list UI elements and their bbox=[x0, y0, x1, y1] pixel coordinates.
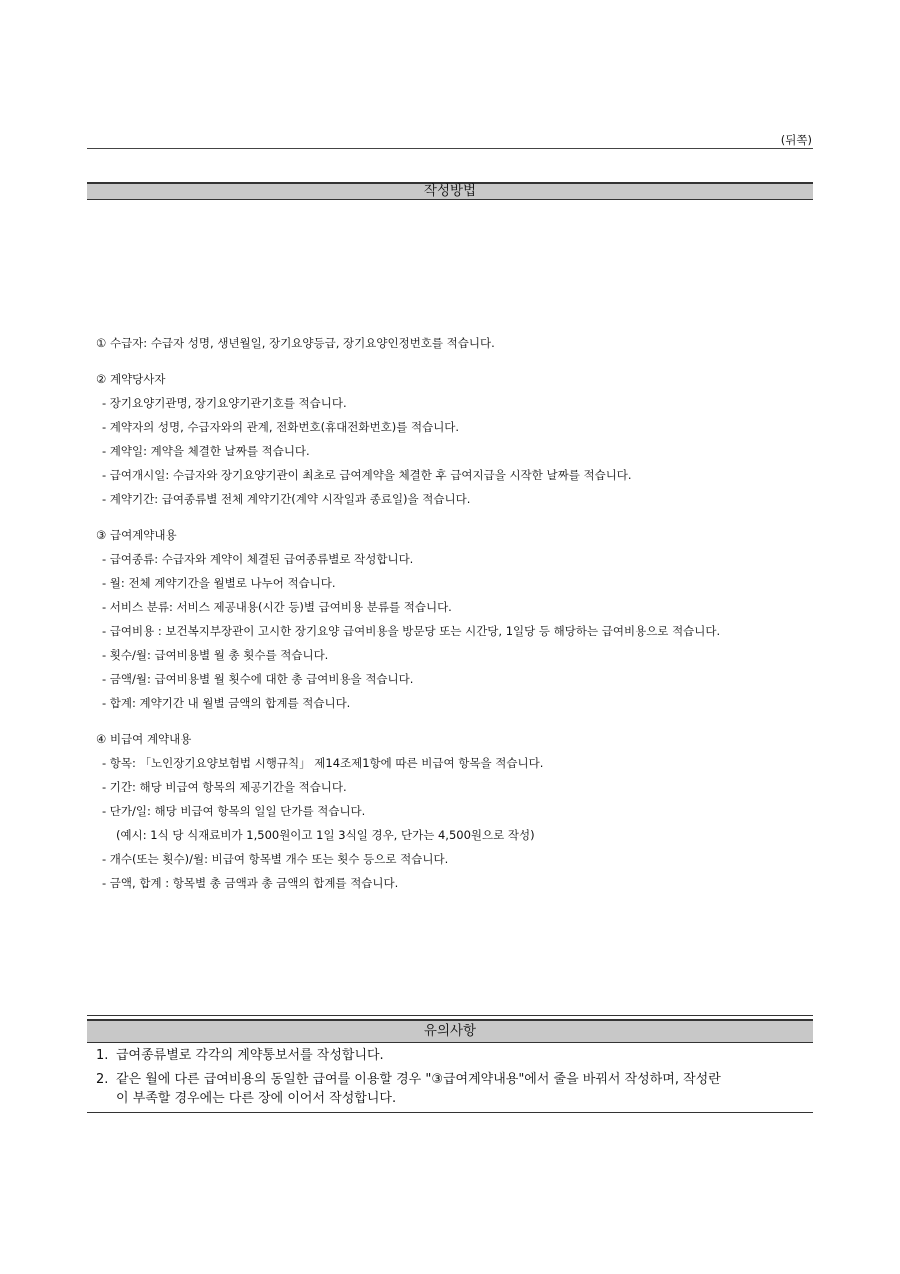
note-number: 1. bbox=[96, 1048, 109, 1063]
list-item: - 계약자의 성명, 수급자와의 관계, 전화번호(휴대전화번호)를 적습니다. bbox=[102, 420, 460, 434]
list-item: - 월: 전체 계약기간을 월별로 나누어 적습니다. bbox=[102, 576, 336, 590]
list-item: - 급여개시일: 수급자와 장기요양기관이 최초로 급여계약을 체결한 후 급여지급을 시작한 날짜를 적습니다. bbox=[102, 468, 632, 482]
example-note: (예시: 1식 당 식재료비가 1,500원이고 1일 3식일 경우, 단가는 4,500원으로 작성) bbox=[116, 828, 535, 842]
section-non-benefit-contract bbox=[96, 732, 816, 900]
list-item: - 합계: 계약기간 내 월별 금액의 합계를 적습니다. bbox=[102, 696, 351, 710]
list-item: - 계약일: 계약을 체결한 날짜를 적습니다. bbox=[102, 444, 310, 458]
note-text: 같은 월에 다른 급여비용의 동일한 급여를 이용할 경우 "③급여계약내용"에서 줄을 바꿔서 작성하며, 작성란 bbox=[116, 1072, 721, 1087]
note-item bbox=[96, 1046, 812, 1065]
non-benefit-heading: ④ 비급여 계약내용 bbox=[96, 732, 192, 746]
note-item bbox=[96, 1070, 812, 1108]
list-item: - 장기요양기관명, 장기요양기관기호를 적습니다. bbox=[102, 396, 347, 410]
section-recipient bbox=[96, 336, 816, 360]
list-item: - 급여비용 : 보건복지부장관이 고시한 장기요양 급여비용을 방문당 또는 시간당, 1일당 등 해당하는 급여비용으로 적습니다. bbox=[102, 624, 721, 638]
parties-heading: ② 계약당사자 bbox=[96, 372, 166, 386]
list-item: - 급여종류: 수급자와 계약이 체결된 급여종류별로 작성합니다. bbox=[102, 552, 414, 566]
list-item: - 항목: 「노인장기요양보험법 시행규칙」 제14조제1항에 따른 비급여 항목을 적습니다. bbox=[102, 756, 544, 770]
list-item: - 기간: 해당 비급여 항목의 제공기간을 적습니다. bbox=[102, 780, 347, 794]
list-item: - 금액/월: 급여비용별 월 횟수에 대한 총 급여비용을 적습니다. bbox=[102, 672, 414, 686]
notes-divider bbox=[87, 1015, 813, 1016]
bottom-divider bbox=[87, 1112, 813, 1113]
list-item: - 횟수/월: 급여비용별 월 총 횟수를 적습니다. bbox=[102, 648, 329, 662]
benefit-contract-heading: ③ 급여계약내용 bbox=[96, 528, 177, 542]
recipient-heading: ① 수급자: 수급자 성명, 생년월일, 장기요양등급, 장기요양인정번호를 적습니다. bbox=[96, 336, 495, 350]
list-item: - 개수(또는 횟수)/월: 비급여 항목별 개수 또는 횟수 등으로 적습니다. bbox=[102, 852, 449, 866]
note-continuation: 이 부족할 경우에는 다른 장에 이어서 작성합니다. bbox=[116, 1091, 397, 1106]
top-divider bbox=[87, 148, 813, 149]
section-parties bbox=[96, 372, 816, 516]
page-side-label: (뒤쪽) bbox=[780, 133, 812, 147]
note-text: 급여종류별로 각각의 계약통보서를 작성합니다. bbox=[116, 1048, 384, 1063]
list-item: - 서비스 분류: 서비스 제공내용(시간 등)별 급여비용 분류를 적습니다. bbox=[102, 600, 452, 614]
list-item: - 금액, 합계 : 항목별 총 금액과 총 금액의 합계를 적습니다. bbox=[102, 876, 399, 890]
list-item: - 계약기간: 급여종류별 전체 계약기간(계약 시작일과 종료일)을 적습니다. bbox=[102, 492, 471, 506]
list-item: - 단가/일: 해당 비급여 항목의 일일 단가를 적습니다. bbox=[102, 804, 366, 818]
method-section-title: 작성방법 bbox=[87, 182, 813, 200]
section-benefit-contract bbox=[96, 528, 816, 720]
notes-section-title: 유의사항 bbox=[87, 1019, 813, 1043]
method-list bbox=[96, 336, 816, 912]
note-number: 2. bbox=[96, 1072, 109, 1087]
notes-list bbox=[96, 1046, 812, 1113]
